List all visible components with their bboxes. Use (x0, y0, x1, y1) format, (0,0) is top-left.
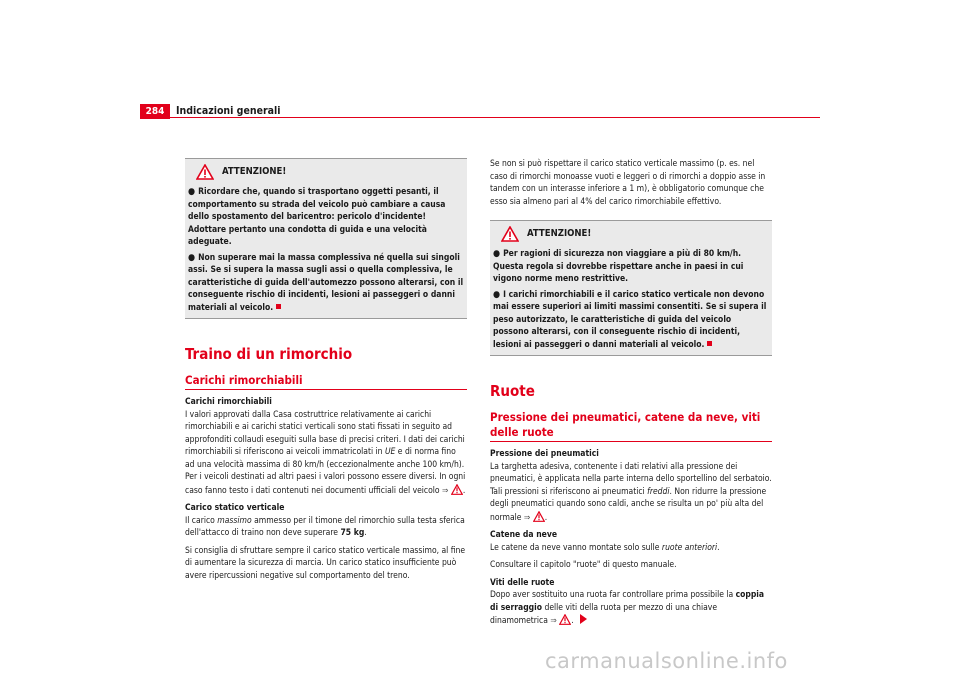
section-title: Ruote (490, 382, 535, 400)
paragraph: Il carico massimo ammesso per il timone del rimorchio sulla testa sferica dell'attacco di traino non deve superare 75 kg. (185, 515, 465, 538)
arrow-icon: ⇒ (442, 485, 449, 496)
subsection-title: Carichi rimorchiabili (185, 373, 467, 390)
red-triangle-arrow-icon (580, 614, 587, 624)
warning-item-text: Per ragioni di sicurezza non viaggiare a più di 80 km/h. Questa regola si dovrebbe rispettare anche in paesi in cui vigono norme meno restrittive. (493, 249, 744, 284)
warning-header (188, 161, 464, 183)
paragraph: Consultare il capitolo "ruote" di questo manuale. (490, 560, 677, 570)
left-column (185, 158, 467, 587)
warning-header (493, 223, 769, 245)
page-number: 284 (140, 104, 170, 119)
arrow-icon: ⇒ (523, 512, 531, 523)
warning-box (490, 220, 772, 356)
warning-triangle-icon[interactable] (451, 484, 463, 495)
warning-item-text: Non superare mai la massa complessiva né quella sui singoli assi. Se si supera la massa sugli assi o quella complessiva, le caratteristiche di guida dell'automezzo possono alterarsi, con il conseguente rischio di incidenti, lesioni ai passeggeri o danni materiali al veicolo. (188, 252, 464, 313)
paragraph-heading: Carico statico verticale (185, 503, 285, 513)
bullet-icon: ● (188, 187, 196, 197)
arrow-icon: ⇒ (550, 616, 557, 626)
warning-item (493, 289, 769, 352)
header-rule (140, 117, 820, 118)
bullet-icon: ● (493, 289, 501, 300)
red-square-icon (707, 341, 712, 346)
warning-item (188, 186, 464, 249)
warning-item-text: I carichi rimorchiabili e il carico statico verticale non devono mai essere superiori ai limiti massimi consentiti. Se si supera il peso autorizzato, le caratteristiche di guida del veicolo possono alterarsi, con il conseguente rischio di incidenti, lesioni ai passeggeri o danni materiali al veicolo. (493, 289, 767, 350)
paragraph-heading: Pressione dei pneumatici (490, 449, 599, 459)
warning-triangle-icon (501, 226, 519, 242)
warning-triangle-icon[interactable] (533, 511, 545, 522)
warning-item-text: Ricordare che, quando si trasportano oggetti pesanti, il comportamento su strada del veicolo può cambiare a causa dello spostamento del baricentro: pericolo d'incidente! Adottare pertanto una condotta di guida e una velocità adeguate. (188, 187, 446, 247)
warning-item (188, 252, 464, 315)
warning-triangle-icon (196, 164, 214, 180)
warning-title: ATTENZIONE! (527, 227, 592, 239)
paragraph: I valori approvati dalla Casa costruttrice relativamente ai carichi rimorchiabili e ai carichi statici verticali sono stati fissati in seguito ad approfonditi collaudi eseguiti sulla base di precisi criteri. I dati dei carichi rimorchiabili si riferiscono ai veicoli immatricolati in UE e di norma fino ad una velocità massima di 80 km/h (eccezionalmente anche 100 km/h). Per i veicoli destinati ad altri paesi i valori possono essere diversi. In ogni caso fanno testo i dati contenuti nei documenti ufficiali del veicolo ⇒ . (185, 409, 466, 496)
bullet-icon: ● (493, 249, 501, 259)
watermark: carmanualsonline.info (545, 649, 788, 673)
warning-box (185, 158, 467, 319)
paragraph-heading: Viti delle ruote (490, 577, 555, 588)
warning-title: ATTENZIONE! (222, 165, 287, 177)
paragraph: Si consiglia di sfruttare sempre il carico statico verticale massimo, al fine di aumentare la sicurezza di marcia. Un carico statico insufficiente può avere ripercussioni negative sul comportamento del treno. (185, 545, 466, 581)
paragraph-heading: Catene da neve (490, 530, 558, 540)
bullet-icon: ● (188, 252, 196, 263)
warning-triangle-icon[interactable] (559, 614, 571, 625)
section-title: Traino di un rimorchio (185, 345, 353, 363)
red-square-icon (276, 304, 281, 309)
subsection-title: Pressione dei pneumatici, catene da neve, viti delle ruote (490, 410, 772, 442)
paragraph: Le catene da neve vanno montate solo sulle ruote anteriori. (490, 542, 720, 553)
running-title: Indicazioni generali (176, 105, 281, 117)
paragraph: Se non si può rispettare il carico statico verticale massimo (p. es. nel caso di rimorchi monoasse vuoti e leggeri o di rimorchi a doppio asse in tandem con un interasse inferiore a 1 m), è obbligatorio comunque che esso sia almeno pari al 4% del carico rimorchiabile effettivo. (490, 159, 766, 207)
right-column (490, 158, 772, 633)
paragraph-heading: Carichi rimorchiabili (185, 397, 272, 407)
paragraph: La targhetta adesiva, contenente i dati relativi alla pressione dei pneumatici, è applicata nella parte interna dello sportellino del serbatoio. Tali pressioni si riferiscono ai pneumatici freddi. Non ridurre la pressione degli pneumatici quando sono caldi, anche se risulta un po' più alta del normale ⇒ . (490, 461, 772, 523)
paragraph: Dopo aver sostituito una ruota far controllare prima possibile la coppia di serraggio delle viti della ruota per mezzo di una chiave dinamometrica ⇒ . (490, 590, 765, 626)
warning-item (493, 248, 769, 286)
